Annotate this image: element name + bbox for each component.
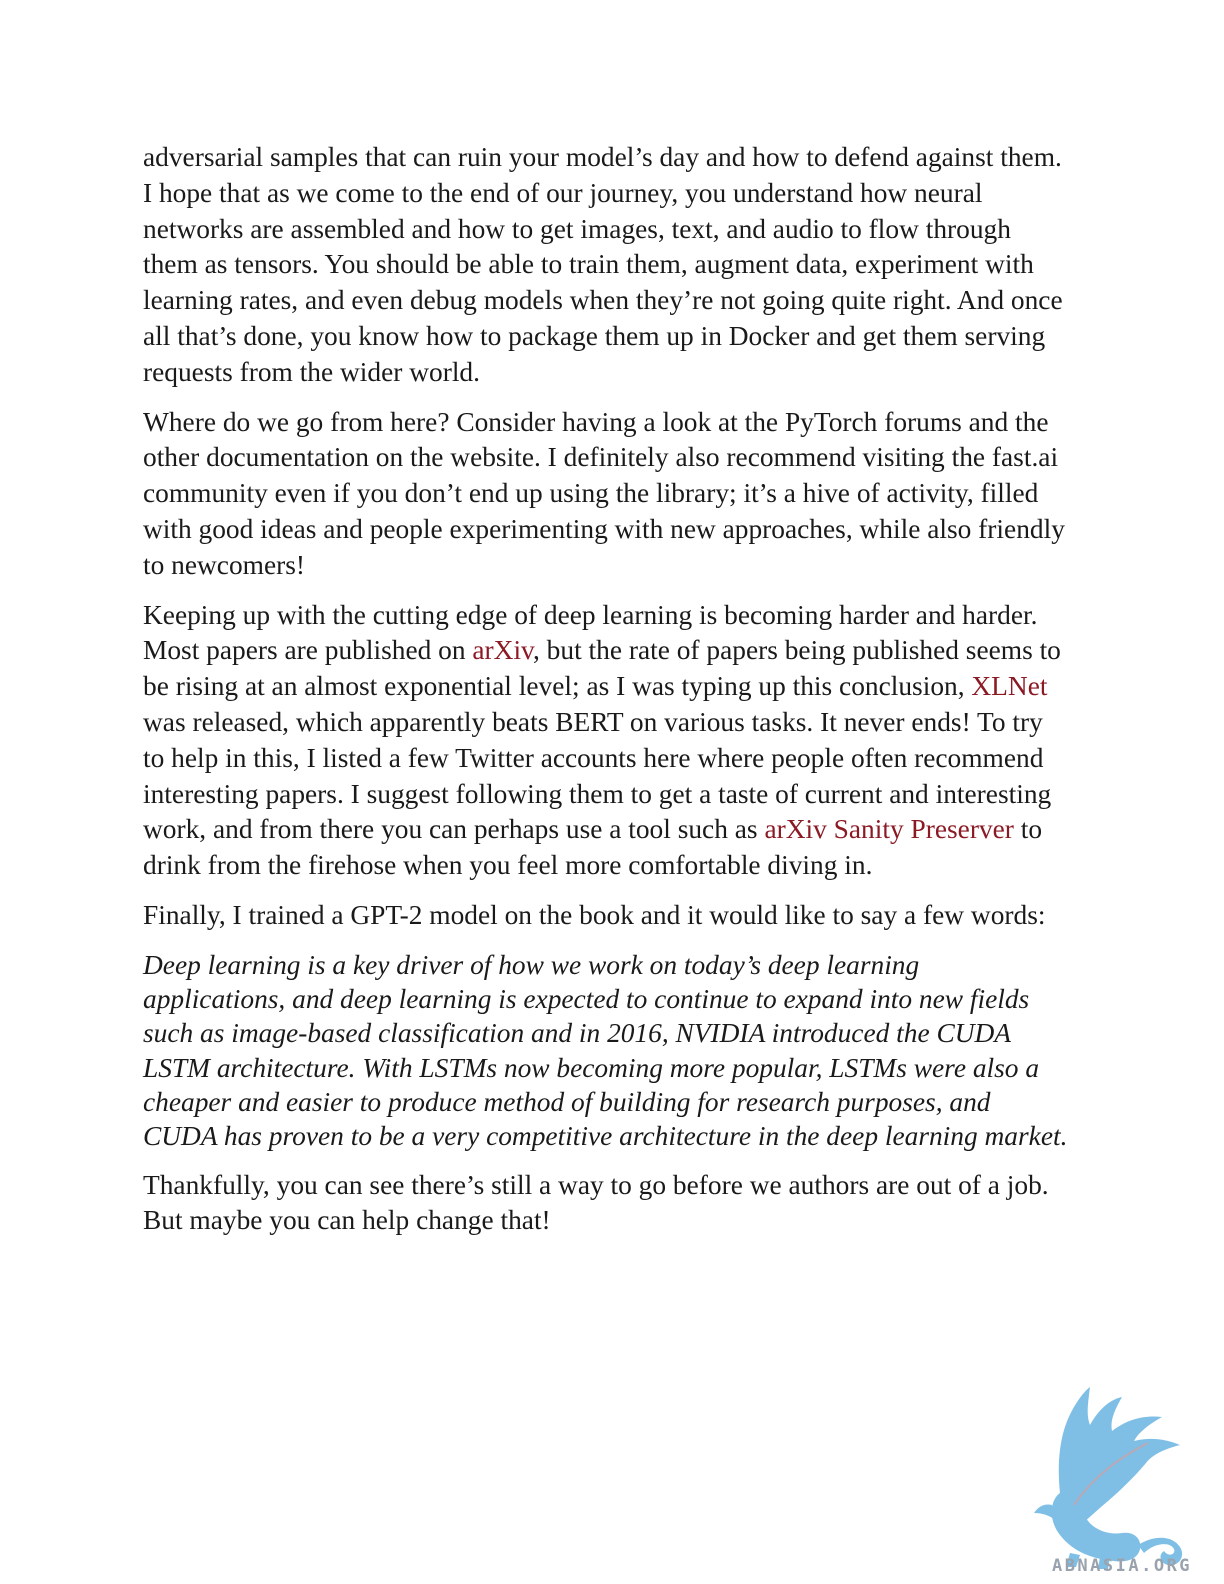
- arxiv-sanity-preserver-link[interactable]: arXiv Sanity Preserver: [764, 814, 1014, 845]
- watermark-text: ABNASIA.ORG: [1051, 1556, 1193, 1576]
- paragraph-closing: Thankfully, you can see there’s still a way to go before we authors are out of a job. But maybe you can help change that!: [143, 1169, 1049, 1236]
- paragraph-keeping-up-text-2: , but the rate of papers being published seems to be rising at an almost exponential level; as I was typing up this conclusion,: [143, 635, 1061, 702]
- arxiv-link[interactable]: arXiv: [472, 635, 533, 666]
- document-page: [143, 140, 1068, 1253]
- paragraph-keeping-up-text-3: was released, which apparently beats BERT on various tasks. It never ends! To try to help in this, I listed a few Twitter accounts here where people often recommend interesting papers. I suggest following them to get a taste of current and interesting work, and from there you can perhaps use a tool such as: [143, 706, 1052, 845]
- griffin-logo-icon: [1030, 1385, 1210, 1570]
- paragraph-keeping-up-text-4: to drink from the firehose when you feel more comfortable diving in.: [143, 814, 1043, 881]
- paragraph-next-steps: Where do we go from here? Consider having a look at the PyTorch forums and the other documentation on the website. I definitely also recommend visiting the fast.ai community even if you don’t end up using the library; it’s a hive of activity, filled with good ideas and people experimenting with new approaches, while also friendly to newcomers!: [143, 406, 1065, 580]
- paragraph-keeping-up-text-1: Keeping up with the cutting edge of deep learning is becoming harder and harder. Most papers are published on: [143, 599, 1038, 666]
- xlnet-link[interactable]: XLNet: [971, 671, 1048, 702]
- gpt2-quote: Deep learning is a key driver of how we work on today’s deep learning applications, and deep learning is expected to continue to expand into new fields such as image-based classification and in 2016, NVIDIA introduced the CUDA LSTM architecture. With LSTMs now becoming more popular, LSTMs were also a cheaper and easier to produce method of building for research purposes, and CUDA has proven to be a very competitive architecture in the deep learning market.: [143, 949, 1068, 1152]
- paragraph-summary: adversarial samples that can ruin your model’s day and how to defend against them. I hope that as we come to the end of our journey, you understand how neural networks are assembled and how to get images, text, and audio to flow through them as tensors. You should be able to train them, augment data, experiment with learning rates, and even debug models when they’re not going quite right. And once all that’s done, you know how to package them up in Docker and get them serving requests from the wider world.: [143, 142, 1063, 387]
- paragraph-keeping-up: [143, 598, 1068, 884]
- paragraph-gpt2-intro: Finally, I trained a GPT-2 model on the book and it would like to say a few words:: [143, 899, 1046, 930]
